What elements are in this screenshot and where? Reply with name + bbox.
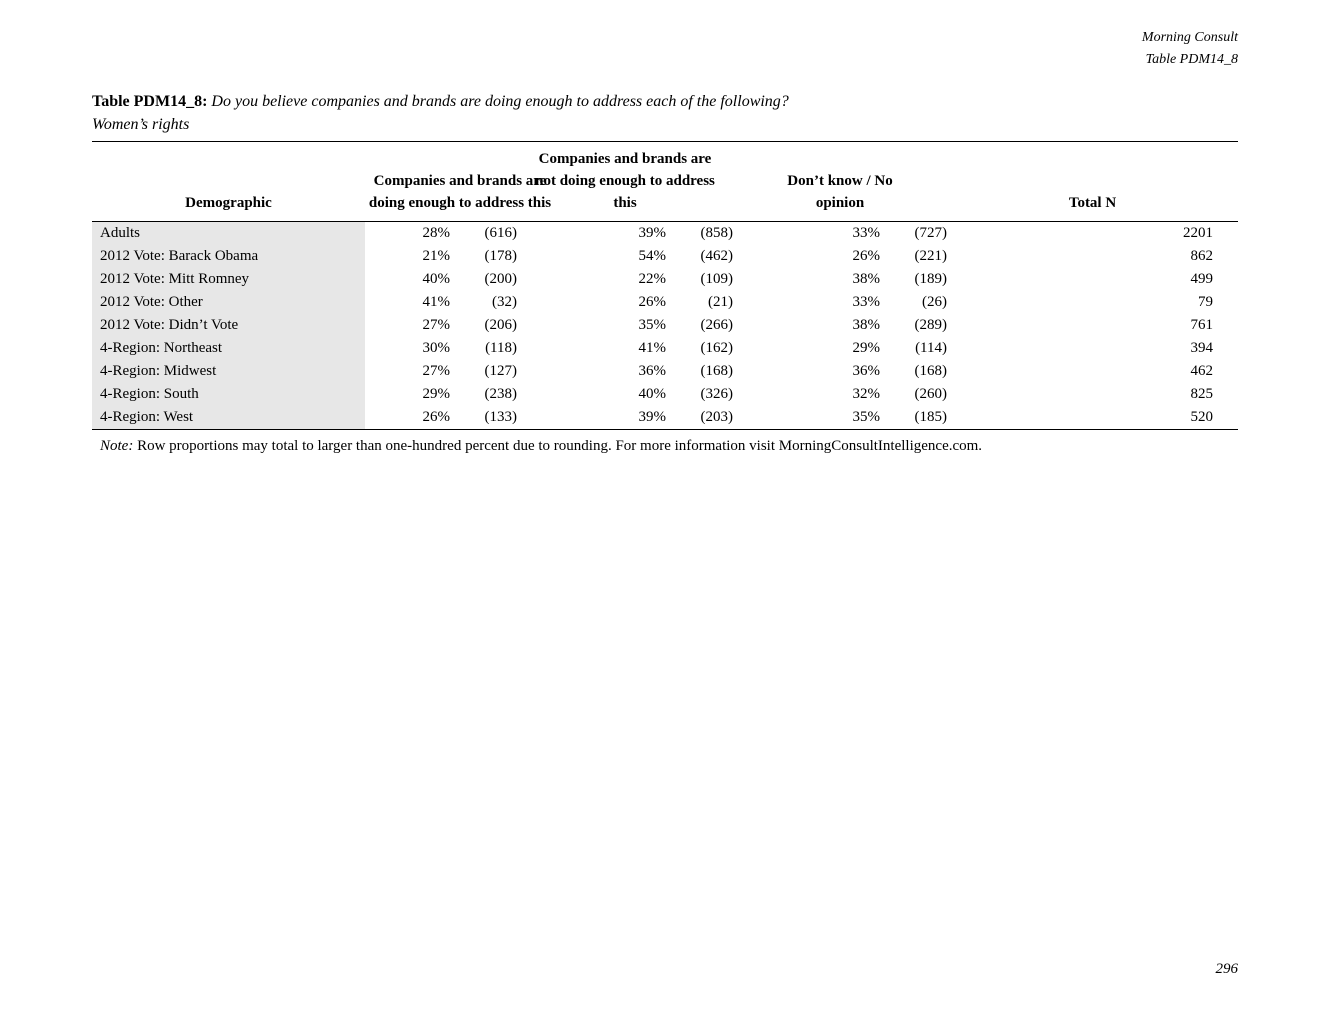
table-row bbox=[92, 291, 1238, 314]
pct-cell: 30% bbox=[422, 340, 450, 357]
column-header-not-doing-enough: Companies and brands are not doing enough to address this bbox=[517, 142, 733, 222]
n-cell: (221) bbox=[914, 248, 947, 265]
demographic-cell: 4-Region: Northeast bbox=[92, 337, 365, 360]
table-row bbox=[92, 314, 1238, 337]
pct-cell: 36% bbox=[852, 363, 880, 380]
demographic-cell: 2012 Vote: Mitt Romney bbox=[92, 268, 365, 291]
pct-cell: 36% bbox=[638, 363, 666, 380]
title-subject: Women’s rights bbox=[92, 116, 190, 134]
pct-cell: 29% bbox=[422, 386, 450, 403]
pct-cell: 27% bbox=[422, 363, 450, 380]
demographic-cell: 2012 Vote: Other bbox=[92, 291, 365, 314]
table-row bbox=[92, 406, 1238, 430]
total-cell: 862 bbox=[1190, 248, 1213, 265]
pct-cell: 39% bbox=[638, 225, 666, 242]
pct-cell: 38% bbox=[852, 317, 880, 334]
n-cell: (727) bbox=[914, 225, 947, 242]
pct-cell: 40% bbox=[422, 271, 450, 288]
title-label: Table PDM14_8: bbox=[92, 93, 208, 110]
table-row bbox=[92, 360, 1238, 383]
pct-cell: 54% bbox=[638, 248, 666, 265]
pct-cell: 33% bbox=[852, 225, 880, 242]
table-row bbox=[92, 222, 1238, 246]
demographic-cell: 2012 Vote: Barack Obama bbox=[92, 245, 365, 268]
total-cell: 462 bbox=[1190, 363, 1213, 380]
pct-cell: 29% bbox=[852, 340, 880, 357]
n-cell: (178) bbox=[484, 248, 517, 265]
title-line bbox=[92, 90, 1238, 113]
demographic-cell: 4-Region: Midwest bbox=[92, 360, 365, 383]
corner-header bbox=[1142, 27, 1238, 72]
table-row bbox=[92, 337, 1238, 360]
n-cell: (26) bbox=[922, 294, 947, 311]
column-header-demographic: Demographic bbox=[92, 142, 365, 222]
pct-cell: 38% bbox=[852, 271, 880, 288]
n-cell: (162) bbox=[700, 340, 733, 357]
header-row bbox=[92, 142, 1238, 222]
column-header-dont-know: Don’t know / No opinion bbox=[733, 142, 947, 222]
pct-cell: 35% bbox=[733, 406, 880, 430]
column-header-total-n: Total N bbox=[947, 142, 1238, 222]
demographic-cell: Adults bbox=[92, 222, 365, 246]
n-cell: (238) bbox=[484, 386, 517, 403]
demographic-cell: 4-Region: West bbox=[92, 406, 365, 430]
pct-cell: 39% bbox=[517, 406, 666, 430]
n-cell: (114) bbox=[915, 340, 947, 357]
demographic-cell: 4-Region: South bbox=[92, 383, 365, 406]
pct-cell: 41% bbox=[422, 294, 450, 311]
pct-cell: 32% bbox=[852, 386, 880, 403]
total-cell: 499 bbox=[1190, 271, 1213, 288]
n-cell: (462) bbox=[700, 248, 733, 265]
n-cell: (185) bbox=[880, 406, 947, 430]
brand-name: Morning Consult bbox=[1141, 30, 1238, 45]
n-cell: (266) bbox=[700, 317, 733, 334]
column-header-doing-enough: Companies and brands are doing enough to address this bbox=[365, 142, 517, 222]
title-question: Do you believe companies and brands are doing enough to address each of the following? bbox=[211, 93, 789, 110]
pct-cell: 26% bbox=[638, 294, 666, 311]
n-cell: (133) bbox=[450, 406, 517, 430]
table-title bbox=[92, 90, 1238, 136]
pct-cell: 22% bbox=[638, 271, 666, 288]
pct-cell: 26% bbox=[365, 406, 450, 430]
total-cell: 825 bbox=[1190, 386, 1213, 403]
note-label: Note: bbox=[100, 438, 134, 455]
pct-cell: 21% bbox=[422, 248, 450, 265]
total-cell: 79 bbox=[1198, 294, 1213, 311]
demographic-cell: 2012 Vote: Didn’t Vote bbox=[92, 314, 365, 337]
pct-cell: 33% bbox=[852, 294, 880, 311]
pct-cell: 35% bbox=[638, 317, 666, 334]
n-cell: (189) bbox=[914, 271, 947, 288]
table-row bbox=[92, 383, 1238, 406]
total-cell: 761 bbox=[1190, 317, 1213, 334]
n-cell: (206) bbox=[484, 317, 517, 334]
pct-cell: 27% bbox=[422, 317, 450, 334]
data-table bbox=[92, 141, 1238, 430]
content-area bbox=[92, 90, 1238, 455]
n-cell: (32) bbox=[492, 294, 517, 311]
n-cell: (109) bbox=[700, 271, 733, 288]
n-cell: (289) bbox=[914, 317, 947, 334]
n-cell: (127) bbox=[484, 363, 517, 380]
n-cell: (858) bbox=[700, 225, 733, 242]
total-cell: 394 bbox=[1190, 340, 1213, 357]
pct-cell: 28% bbox=[422, 225, 450, 242]
total-cell: 520 bbox=[947, 406, 1238, 430]
table-note bbox=[92, 438, 1238, 455]
n-cell: (118) bbox=[485, 340, 517, 357]
n-cell: (616) bbox=[484, 225, 517, 242]
n-cell: (203) bbox=[666, 406, 733, 430]
table-row bbox=[92, 245, 1238, 268]
n-cell: (168) bbox=[914, 363, 947, 380]
n-cell: (260) bbox=[914, 386, 947, 403]
pct-cell: 41% bbox=[638, 340, 666, 357]
table-header bbox=[92, 142, 1238, 222]
table-body bbox=[92, 222, 1238, 430]
table-row bbox=[92, 268, 1238, 291]
page-number: 296 bbox=[1215, 961, 1238, 977]
n-cell: (200) bbox=[484, 271, 517, 288]
n-cell: (168) bbox=[700, 363, 733, 380]
n-cell: (21) bbox=[708, 294, 733, 311]
n-cell: (326) bbox=[700, 386, 733, 403]
pct-cell: 26% bbox=[852, 248, 880, 265]
total-cell: 2201 bbox=[1183, 225, 1213, 242]
pct-cell: 40% bbox=[638, 386, 666, 403]
note-text: Row proportions may total to larger than one-hundred percent due to rounding. For more information visit MorningConsultIntelligence.com. bbox=[133, 438, 983, 455]
table-reference: Table PDM14_8 bbox=[1145, 52, 1238, 68]
